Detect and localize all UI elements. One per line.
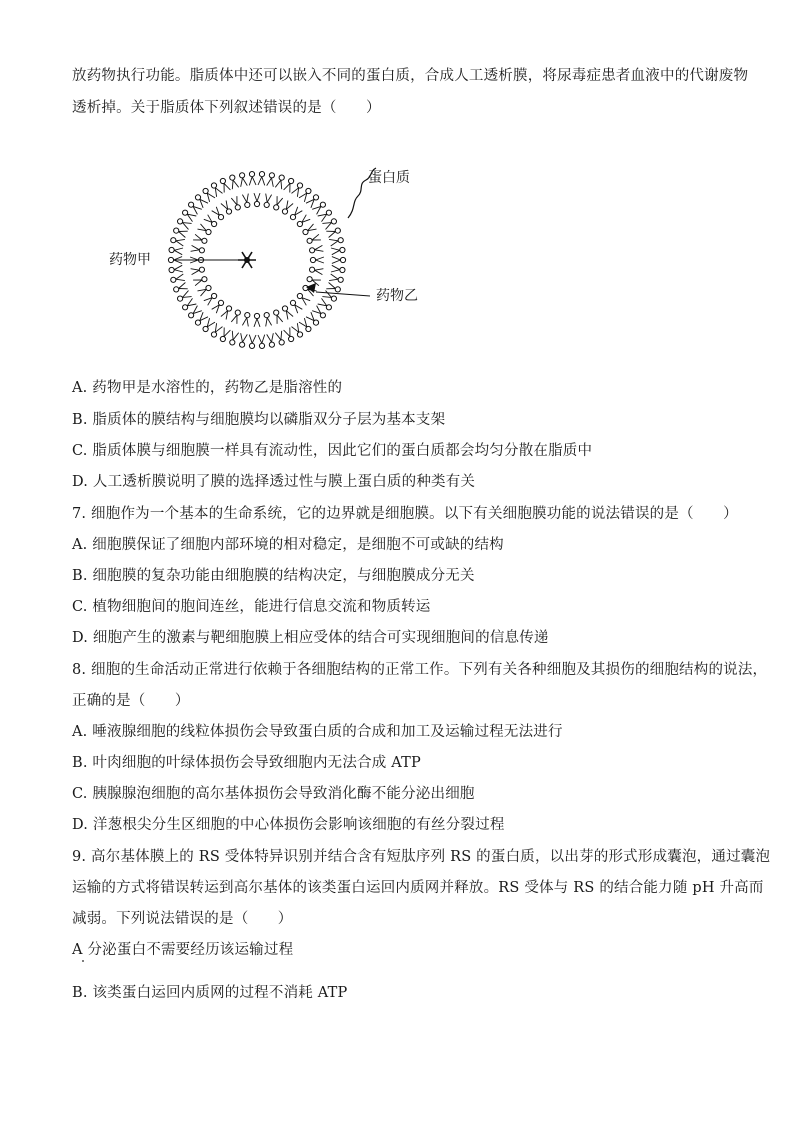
phospholipid <box>204 215 217 227</box>
phospholipid <box>258 335 265 349</box>
q6-option-a: A. 药物甲是水溶性的，药物乙是脂溶性的 <box>72 380 343 396</box>
phospholipid <box>171 238 185 246</box>
phospholipid <box>292 183 303 197</box>
phospholipid <box>189 202 202 214</box>
phospholipid <box>195 195 208 208</box>
phospholipid <box>292 323 303 337</box>
phospholipid <box>195 312 208 325</box>
phospholipid <box>306 312 319 325</box>
phospholipid <box>297 215 310 227</box>
phospholipid <box>212 300 224 313</box>
phospholipid <box>169 247 183 254</box>
phospholipid <box>204 293 217 305</box>
phospholipid <box>203 318 215 331</box>
phospholipid <box>331 247 345 254</box>
phospholipid <box>310 245 324 253</box>
phospholipid <box>329 238 343 246</box>
phospholipid <box>275 331 284 345</box>
q6-option-d: D. 人工透析膜说明了膜的选择透过性与膜上蛋白质的种类有关 <box>72 474 476 490</box>
drug-b-pointer <box>316 292 370 296</box>
drug-b-label: 药物乙 <box>376 288 418 304</box>
phospholipid <box>275 175 284 189</box>
phospholipid <box>191 245 205 253</box>
phospholipid <box>310 267 324 275</box>
phospholipid <box>329 274 343 282</box>
phospholipid <box>221 306 232 320</box>
q8-option-d: D. 洋葱根尖分生区细胞的中心体损伤会影响该细胞的有丝分裂过程 <box>72 817 505 833</box>
phospholipid <box>307 234 321 243</box>
phospholipid <box>306 195 319 208</box>
q8-option-a: A. 唾液腺细胞的线粒体损伤会导致蛋白质的合成和加工及运输过程无法进行 <box>72 724 563 740</box>
drug-b-icon <box>306 283 316 293</box>
phospholipid <box>299 318 311 331</box>
phospholipid <box>174 283 188 293</box>
q8-option-c: C. 胰腺腺泡细胞的高尔基体损伤会导致消化酶不能分泌出细胞 <box>72 786 475 802</box>
phospholipid <box>254 313 260 327</box>
q7-option-a: A. 细胞膜保证了细胞内部环境的相对稳定，是细胞不可或缺的结构 <box>72 537 504 553</box>
phospholipid <box>189 306 202 318</box>
phospholipid <box>183 210 197 222</box>
phospholipid <box>258 172 265 186</box>
phospholipid <box>284 328 294 342</box>
phospholipid <box>178 291 192 302</box>
q9-stem-line-2: 运输的方式将错误转运到高尔基体的该类蛋白运回内质网并释放。RS 受体与 RS 的结合能力随 pH 升高而 <box>72 880 764 896</box>
phospholipid <box>312 306 325 318</box>
phospholipid <box>240 173 248 187</box>
phospholipid <box>318 210 332 222</box>
phospholipid <box>284 178 294 192</box>
phospholipid <box>282 306 293 320</box>
q9-stem-line-1: 9. 高尔基体膜上的 RS 受体特异识别并结合含有短肽序列 RS 的蛋白质，以出芽的形式形成囊泡，通过囊泡 <box>72 849 771 865</box>
phospholipid <box>249 172 256 186</box>
phospholipid <box>264 313 272 327</box>
drug-a-label: 药物甲 <box>109 252 151 268</box>
q7-option-d: D. 细胞产生的激素与靶细胞膜上相应受体的结合可实现细胞间的信息传递 <box>72 630 549 646</box>
phospholipid <box>231 310 240 324</box>
liposome-figure <box>100 150 440 350</box>
phospholipid <box>267 333 275 347</box>
phospholipid <box>264 194 272 208</box>
q8-stem-line-2: 正确的是（ ） <box>72 693 190 709</box>
phospholipid <box>242 313 250 327</box>
phospholipid <box>299 188 311 202</box>
q9-option-b: B. 该类蛋白运回内质网的过程不消耗 ATP <box>72 985 348 1001</box>
intro-line-2: 透析掉。关于脂质体下列叙述错误的是（ ） <box>72 100 381 116</box>
phospholipid <box>303 224 317 235</box>
q6-option-b: B. 脂质体的膜结构与细胞膜均以磷脂双分子层为基本支架 <box>72 412 446 428</box>
phospholipid <box>178 219 192 230</box>
phospholipid <box>331 265 345 272</box>
phospholipid <box>198 224 212 235</box>
phospholipid <box>290 300 302 313</box>
phospholipid <box>193 277 207 286</box>
phospholipid <box>203 188 215 202</box>
phospholipid <box>240 333 248 347</box>
q7-option-c: C. 植物细胞间的胞间连丝，能进行信息交流和物质转运 <box>72 599 431 615</box>
stray-dot <box>82 960 84 962</box>
phospholipid <box>212 207 224 220</box>
phospholipid <box>231 196 240 210</box>
phospholipid <box>230 175 239 189</box>
phospholipid <box>332 257 346 264</box>
phospholipid <box>297 293 310 305</box>
q8-stem-line-1: 8. 细胞的生命活动正常进行依赖于各细胞结构的正常工作。下列有关各种细胞及其损伤的细胞结构的说法， <box>72 662 768 678</box>
phospholipid <box>282 201 293 215</box>
phospholipid <box>274 196 283 210</box>
phospholipid <box>290 207 302 220</box>
phospholipid <box>211 183 222 197</box>
phospholipid <box>211 323 222 337</box>
phospholipid <box>326 228 340 238</box>
phospholipid <box>249 335 256 349</box>
phospholipid <box>169 265 183 272</box>
intro-line-1: 放药物执行功能。脂质体中还可以嵌入不同的蛋白质，合成人工透析膜，将尿毒症患者血液中的代谢废物 <box>72 68 749 84</box>
phospholipid <box>171 274 185 282</box>
q7-stem: 7. 细胞作为一个基本的生命系统，它的边界就是细胞膜。以下有关细胞膜功能的说法错误的是（ ） <box>72 506 738 522</box>
phospholipid <box>183 298 197 310</box>
q9-option-a: A 分泌蛋白不需要经历该运输过程 <box>72 942 294 958</box>
protein-label: 蛋白质 <box>368 170 410 186</box>
phospholipid <box>198 285 212 296</box>
phospholipid <box>220 178 230 192</box>
phospholipid <box>191 267 205 275</box>
phospholipid <box>322 219 336 230</box>
phospholipid <box>267 173 275 187</box>
phospholipid <box>193 234 207 243</box>
q6-option-c: C. 脂质体膜与细胞膜一样具有流动性，因此它们的蛋白质都会均匀分散在脂质中 <box>72 443 593 459</box>
q7-option-b: B. 细胞膜的复杂功能由细胞膜的结构决定，与细胞膜成分无关 <box>72 568 475 584</box>
phospholipid <box>174 228 188 238</box>
phospholipid <box>310 257 324 263</box>
drug-a-icon <box>238 252 256 268</box>
q8-option-b: B. 叶肉细胞的叶绿体损伤会导致细胞内无法合成 ATP <box>72 755 421 771</box>
phospholipid <box>318 298 332 310</box>
q9-stem-line-3: 减弱。下列说法错误的是（ ） <box>72 911 293 927</box>
phospholipid <box>221 201 232 215</box>
phospholipid <box>274 310 283 324</box>
phospholipid <box>230 331 239 345</box>
phospholipid <box>220 328 230 342</box>
phospholipid <box>326 283 340 293</box>
phospholipid <box>254 193 260 207</box>
phospholipid <box>242 194 250 208</box>
phospholipid <box>312 202 325 214</box>
